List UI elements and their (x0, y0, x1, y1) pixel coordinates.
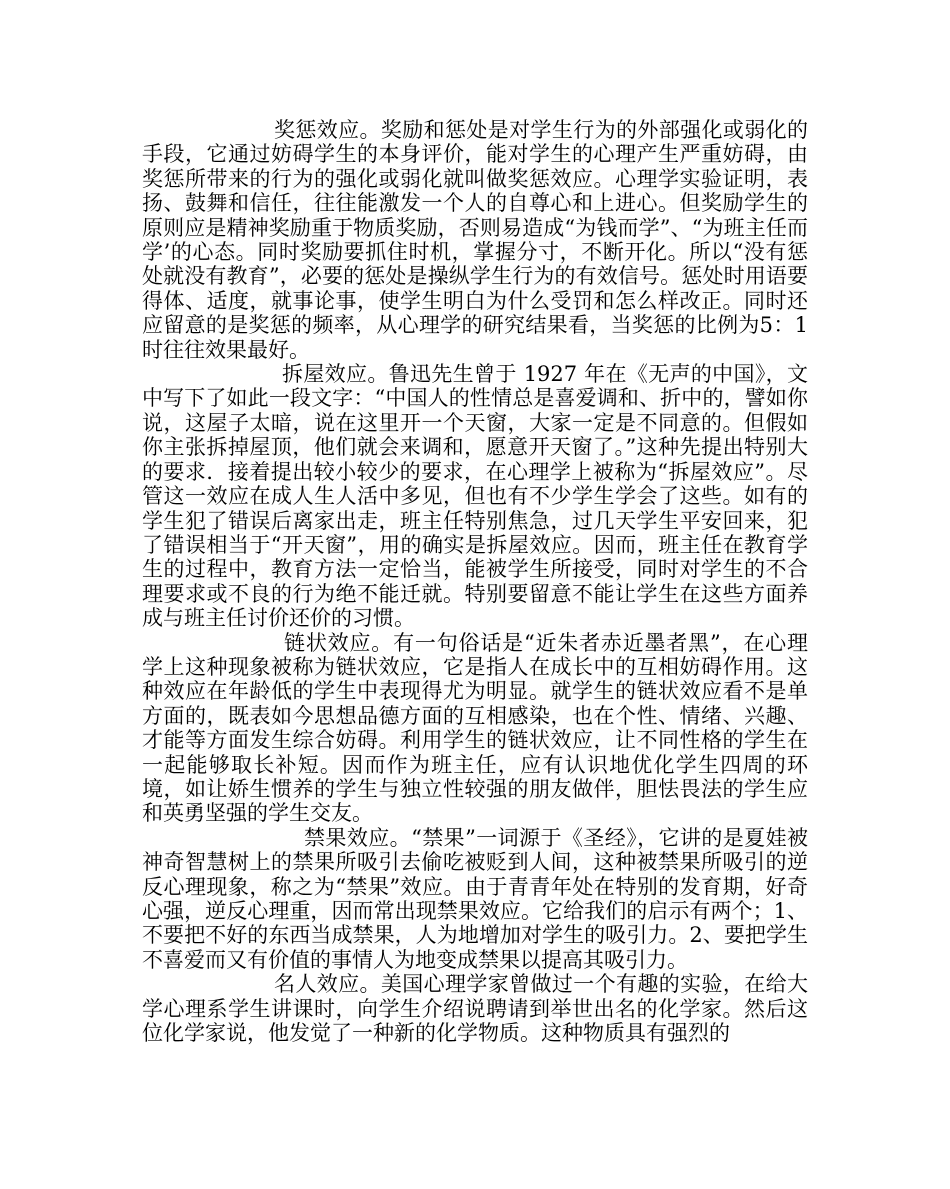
paragraph-house-demolition-effect: 拆屋效应。鲁迅先生曾于 1927 年在《无声的中国》，文中写下了如此一段文字：“中国人的性情总是喜爱调和、折中的，譬如你说，这屋子太暗，说在这里开一个天窗，大家一定是不同意的。但假如你主张拆掉屋顶，他们就会来调和，愿意开天窗了。”这种先提出特别大的要求．接着提出较小较少的要求，在心理学上被称为“拆屋效应”。尽管这一效应在成人生人活中多见，但也有不少学生学会了这些。如有的学生犯了错误后离家出走，班主任特别焦急，过几天学生平安回来，犯了错误相当于“开天窗”，用的确实是拆屋效应。因而，班主任在教育学生的过程中，教育方法一定恰当，能被学生所接受，同时对学生的不合理要求或不良的行为绝不能迁就。特别要留意不能让学生在这些方面养成与班主任讨价还价的习惯。 (142, 362, 808, 631)
paragraph-celebrity-effect: 名人效应。美国心理学家曾做过一个有趣的实验，在给大学心理系学生讲课时，向学生介绍说聘请到举世出名的化学家。然后这位化学家说，他发觉了一种新的化学物质。这种物质具有强烈的 (142, 972, 808, 1046)
paragraph-reward-punishment-effect: 奖惩效应。奖励和惩处是对学生行为的外部强化或弱化的手段，它通过妨碍学生的本身评价，能对学生的心理产生严重妨碍，由奖惩所带来的行为的强化或弱化就叫做奖惩效应。心理学实验证明，表扬、鼓舞和信任，往往能激发一个人的自尊心和上进心。但奖励学生的原则应是精神奖励重于物质奖励，否则易造成“为钱而学”、“为班主任而学’的心态。同时奖励要抓住时机，掌握分寸，不断开化。所以“没有惩处就没有教育”，必要的惩处是操纵学生行为的有效信号。惩处时用语要得体、适度，就事论事，使学生明白为什么受罚和怎么样改正。同时还应留意的是奖惩的频率，从心理学的研究结果看，当奖惩的比例为5：1时往往效果最好。 (142, 118, 808, 362)
document-page (142, 118, 808, 1045)
paragraph-chain-effect: 链状效应。有一句俗话是“近朱者赤近墨者黑”，在心理学上这种现象被称为链状效应，它是指人在成长中的互相妨碍作用。这种效应在年龄低的学生中表现得尤为明显。就学生的链状效应看不是单方面的，既表如今思想品德方面的互相感染，也在个性、情绪、兴趣、才能等方面发生综合妨碍。利用学生的链状效应，让不同性格的学生在一起能够取长补短。因而作为班主任，应有认识地优化学生四周的环境，如让娇生惯养的学生与独立性较强的朋友做伴，胆怯畏法的学生应和英勇坚强的学生交友。 (142, 630, 808, 826)
paragraph-forbidden-fruit-effect: 禁果效应。“禁果”一词源于《圣经》，它讲的是夏娃被神奇智慧树上的禁果所吸引去偷吃被贬到人间，这种被禁果所吸引的逆反心理现象，称之为“禁果”效应。由于青青年处在特别的发育期，好奇心强，逆反心理重，因而常出现禁果效应。它给我们的启示有两个；1、不要把不好的东西当成禁果，人为地增加对学生的吸引力。2、要把学生不喜爱而又有价值的事情人为地变成禁果以提高其吸引力。 (142, 825, 808, 972)
